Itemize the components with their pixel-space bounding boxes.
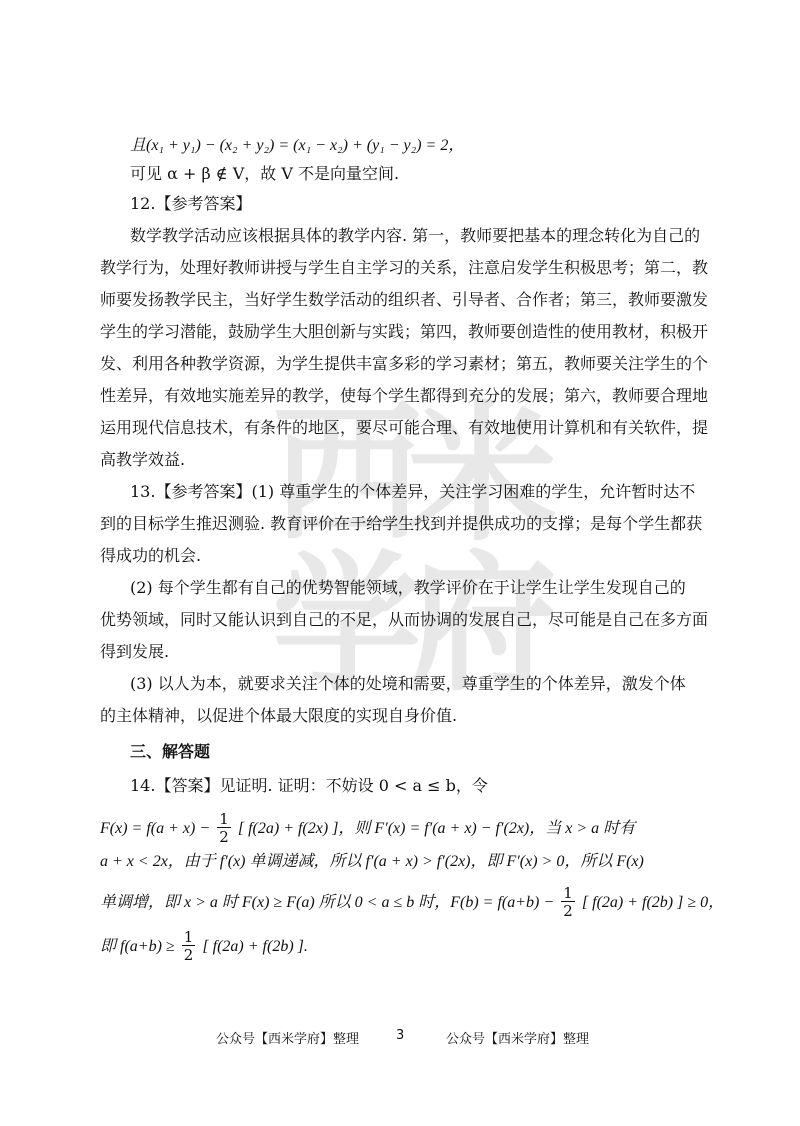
equation-line: 且(x₁ + y₁) − (x₂ + y₂) = (x₁ − x₂) + (y₁ − y₂) = 2， [130, 137, 465, 154]
watermark-char: 西 [272, 388, 423, 562]
q12-paragraph-line: 高教学效益. [100, 450, 186, 469]
footer-left: 公众号【西米学府】整理 [216, 1032, 360, 1047]
q12-paragraph-line: 性差异，有效地实施差异的教学，使每个学生都得到充分的发展；第六，教师要合理地 [100, 386, 709, 405]
fraction-numerator: 1 [183, 928, 194, 946]
q13-line: 13.【参考答案】(1) 尊重学生的个体差异，关注学习困难的学生，允许暂时达不 [130, 482, 696, 501]
formula-part: F(x) = f(a + x) − [100, 820, 211, 837]
fraction-denominator: 2 [183, 946, 194, 964]
q12-paragraph-line: 数学教学活动应该根据具体的教学内容. 第一，教师要把基本的理念转化为自己的 [130, 226, 701, 245]
q14-line: a + x < 2x，由于 f′(x) 单调递减，所以 f′(a + x) > f′(2x)，即 F′(x) > 0，所以 F(x) [100, 853, 644, 870]
formula-part: [ f(2a) + f(2x) ]，则 F′(x) = f′(a + x) − f′(2x)，当 x > a 时有 [237, 820, 636, 837]
formula-part: [ f(2a) + f(2b) ]. [202, 938, 308, 955]
q13-item-3-line: 的主体精神，以促进个体最大限度的实现自身价值. [100, 706, 458, 725]
fraction-one-half [561, 886, 575, 919]
q14-line: 14.【答案】见证明. 证明：不妨设 0 < a ≤ b，令 [130, 776, 488, 795]
q13-line: 到的目标学生推迟测验. 教育评价在于给学生找到并提供成功的支撑；是每个学生都获 [100, 514, 703, 533]
q14-formula-line [100, 812, 635, 845]
fraction-numerator: 1 [219, 810, 229, 828]
q13-item-2-line: (2) 每个学生都有自己的优势智能领域，教学评价在于让学生让学生发现自己的 [130, 578, 686, 597]
watermark-char: 米 [407, 388, 558, 562]
formula-part: 单调增，即 x > a 时 F(x) ≥ F(a) 所以 0 < a ≤ b 时，F(b) = f(a+b) − [100, 894, 555, 911]
q13-line: 得成功的机会. [100, 546, 202, 565]
q12-paragraph-line: 学生的学习潜能，鼓励学生大胆创新与实践；第四，教师要创造性的使用教材，积极开 [100, 322, 709, 341]
watermark-char: 学 [272, 538, 423, 712]
q12-paragraph-line: 教学行为，处理好教师讲授与学生自主学习的关系，注意启发学生积极思考；第二，教 [100, 258, 709, 277]
formula-part: 即 f(a+b) ≥ [100, 938, 175, 955]
fraction-one-half [217, 812, 231, 845]
formula-part: [ f(2a) + f(2b) ] ≥ 0， [581, 894, 725, 911]
page-number: 3 [396, 1028, 405, 1043]
section-heading: 三、解答题 [130, 742, 211, 761]
conclusion-line: 可见 α + β ∉ V，故 V 不是向量空间. [130, 164, 400, 183]
q14-formula-line [100, 930, 308, 963]
fraction-numerator: 1 [563, 884, 573, 902]
watermark-char: 府 [407, 538, 558, 712]
fraction-one-half [182, 930, 196, 963]
q12-paragraph-line: 师要发扬教学民主，当好学生数学活动的组织者、引导者、合作者；第三，教师要激发 [100, 290, 709, 309]
q12-paragraph-line: 发、利用各种教学资源，为学生提供丰富多彩的学习素材；第五，教师要关注学生的个 [100, 354, 709, 373]
q12-header: 12.【参考答案】 [130, 194, 252, 213]
q14-formula-line [100, 886, 724, 919]
fraction-denominator: 2 [563, 902, 573, 920]
fraction-denominator: 2 [219, 828, 229, 846]
footer-right: 公众号【西米学府】整理 [446, 1032, 590, 1047]
q12-paragraph-line: 运用现代信息技术，有条件的地区，要尽可能合理、有效地使用计算机和有关软件，提 [100, 418, 709, 437]
q13-item-2-line: 得到发展. [100, 642, 170, 661]
q13-item-3-line: (3) 以人为本，就要求关注个体的处境和需要，尊重学生的个体差异，激发个体 [130, 674, 686, 693]
q13-item-2-line: 优势领域，同时又能认识到自己的不足，从而协调的发展自己，尽可能是自己在多方面 [100, 610, 709, 629]
